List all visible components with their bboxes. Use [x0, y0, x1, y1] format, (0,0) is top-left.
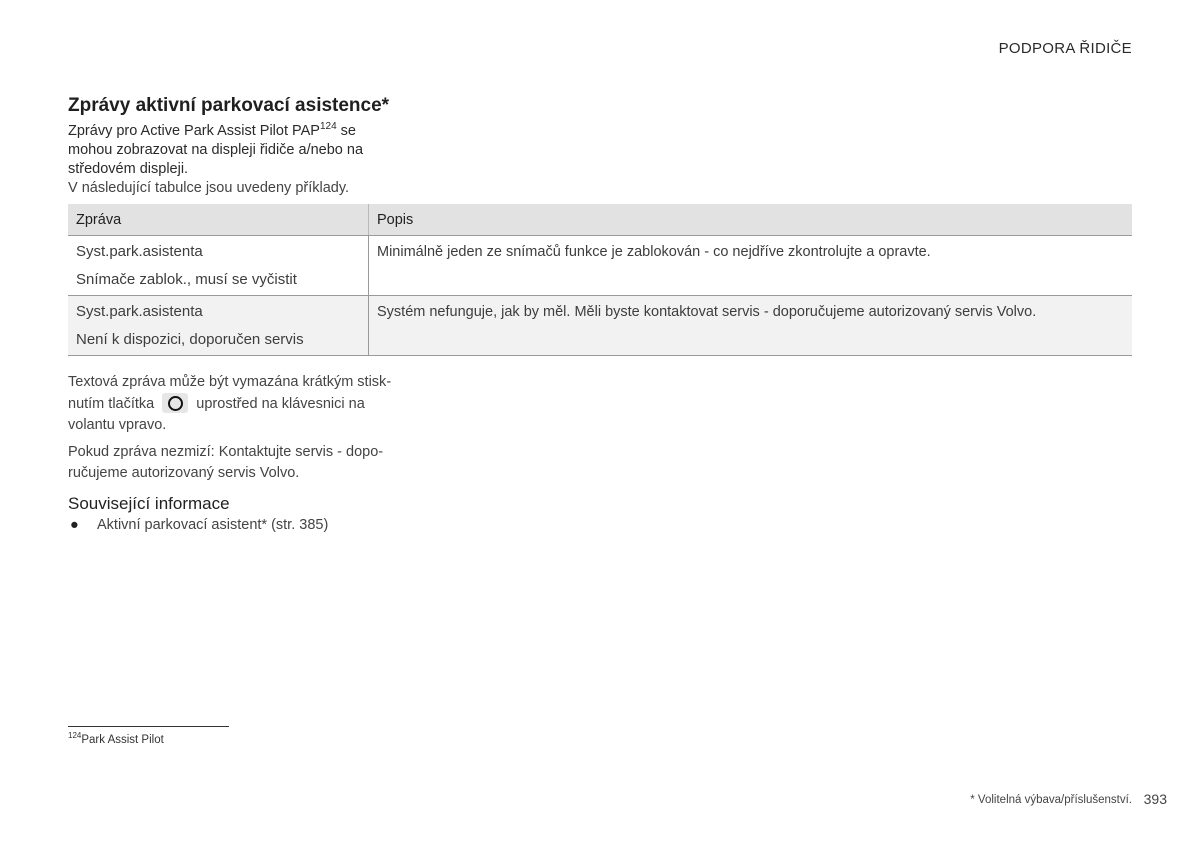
optional-equipment-note: * Volitelná výbava/příslušenství. [970, 794, 1132, 806]
description-cell [369, 296, 1133, 356]
related-info-heading: Související informace [68, 494, 230, 513]
related-link-text[interactable]: Aktivní parkovací asistent* (str. 385) [97, 517, 329, 533]
table-header-row [68, 204, 1132, 236]
table-row [68, 236, 1132, 296]
description-cell [369, 236, 1133, 296]
message-cell [68, 296, 369, 356]
intro-paragraph [68, 122, 398, 179]
message-line-2: Snímače zablok., musí se vyčistit [76, 271, 297, 288]
intro-text: Zprávy pro Active Park Assist Pilot PAP [68, 123, 320, 139]
related-info-list [68, 517, 328, 533]
footnote-divider [68, 726, 229, 727]
messages-table [68, 204, 1132, 356]
footnote-text: Park Assist Pilot [81, 733, 164, 746]
intro-rest: se mohou zobrazovat na displeji řidiče a/nebo na středovém displeji. [68, 123, 364, 177]
chapter-heading: PODPORA ŘIDIČE [998, 40, 1132, 57]
footnote [68, 731, 164, 746]
clear-message-note [68, 372, 403, 436]
message-line-2: Není k dispozici, doporučen servis [76, 331, 304, 348]
section-title: Zprávy aktivní parkovací asistence* [68, 95, 390, 116]
note-text-before: Textová zpráva může být vymazána krátkým stisknutím tlačítka [68, 374, 392, 412]
circle-button-icon [162, 393, 188, 413]
related-link[interactable] [68, 517, 328, 533]
description-text: Systém nefunguje, jak by měl. Měli byste kontaktovat servis - doporučujeme autorizovaný servis Volvo. [377, 304, 1037, 320]
message-line-1: Syst.park.asistenta [76, 243, 203, 260]
contact-service-note: Pokud zpráva nezmizí: Kontaktujte servis - doporučujeme autorizovaný servis Volvo. [68, 444, 384, 481]
intro-examples-note: V následující tabulce jsou uvedeny příklady. [68, 180, 350, 196]
description-text: Minimálně jeden ze snímačů funkce je zablokován - co nejdříve zkontrolujte a opravte. [377, 244, 931, 260]
message-line-1: Syst.park.asistenta [76, 303, 203, 320]
column-header-description: Popis [369, 204, 1133, 236]
footnote-ref[interactable]: 124 [319, 121, 337, 133]
page-number: 393 [1143, 791, 1167, 807]
footnote-number: 124 [68, 731, 82, 740]
table-row [68, 296, 1132, 356]
bullet-icon: ● [70, 517, 79, 533]
note-text-after: uprostřed na klávesnici na volantu vpravo. [68, 395, 365, 433]
column-header-message: Zpráva [68, 204, 369, 236]
message-cell [68, 236, 369, 296]
